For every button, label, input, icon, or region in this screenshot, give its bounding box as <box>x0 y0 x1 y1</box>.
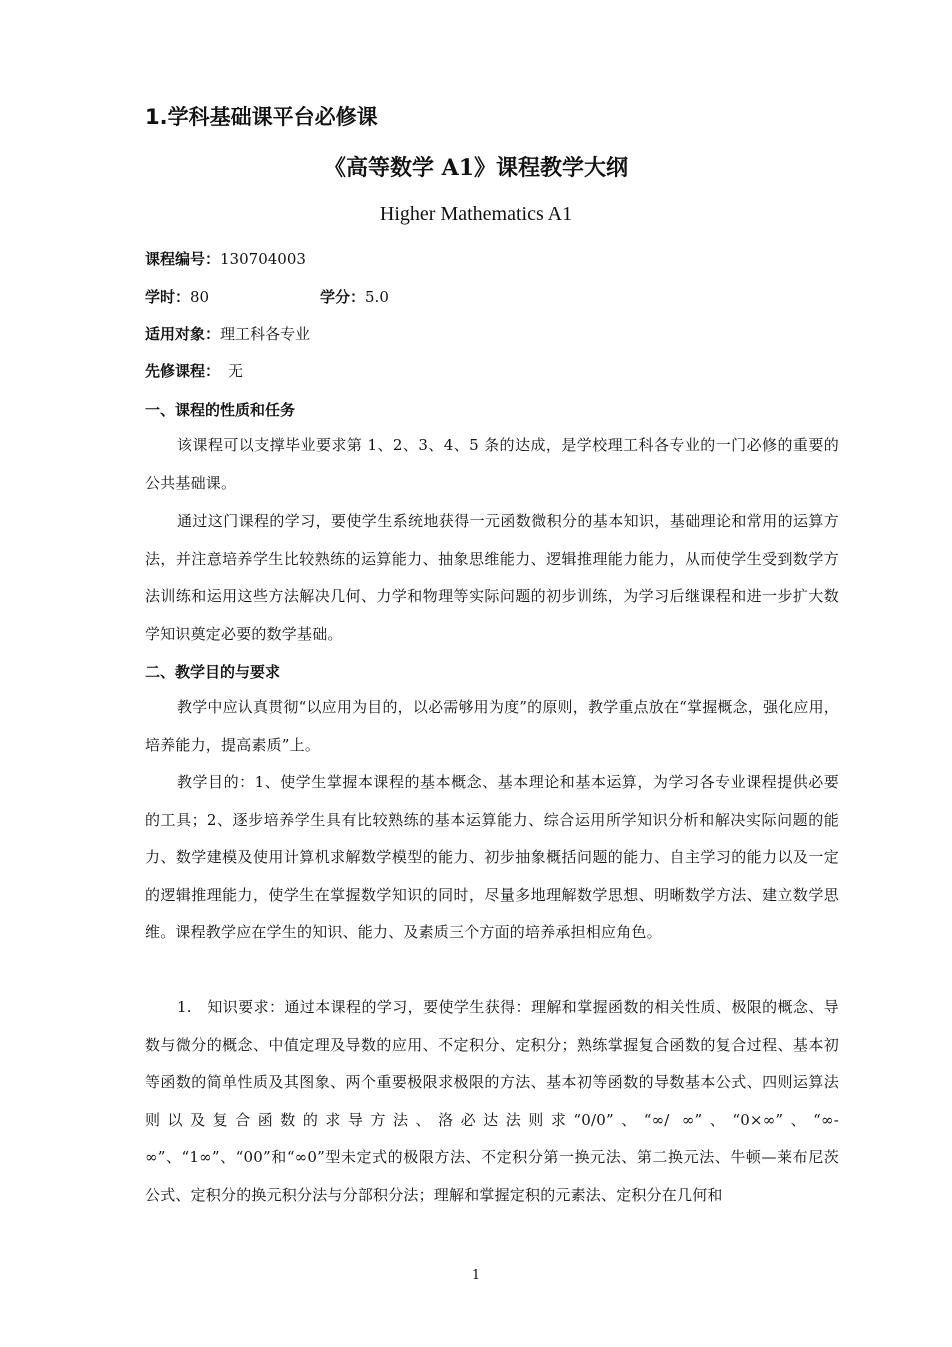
audience-value: 理工科各专业 <box>220 325 311 343</box>
hours-label: 学时： <box>145 288 191 306</box>
section-2-paragraph-3: 1. 知识要求：通过本课程的学习，要使学生获得：理解和掌握函数的相关性质、极限的概念、导数与微分的概念、中值定理及导数的应用、不定积分、定积分；熟练掌握复合函数的复合过程、基本初等函数的简单性质及其图象、两个重要极限求极限的方法、基本初等函数的导数基本公式、四则运算法则以及复合函数的求导方法、洛必达法则求“0/0”、“∞/ ∞”、“0×∞”、“∞-∞”、“1∞”、“00”和“∞0”型未定式的极限方法、不定积分第一换元法、第二换元法、牛顿—莱布尼茨公式、定积分的换元积分法与分部积分法；理解和掌握定积的元素法、定积分在几何和 <box>145 998 839 1204</box>
credits-label: 学分： <box>320 288 366 306</box>
credits-line <box>320 287 389 307</box>
course-code-value: 130704003 <box>220 250 306 268</box>
prereq-value: 无 <box>228 362 244 380</box>
document-subtitle: Higher Mathematics A1 <box>379 203 573 225</box>
prereq-label: 先修课程： <box>145 362 221 380</box>
hours-value: 80 <box>190 288 210 306</box>
course-code-line <box>145 249 306 269</box>
section-1-paragraph-2: 通过这门课程的学习，要使学生系统地获得一元函数微积分的基本知识，基础理论和常用的运算方法，并注意培养学生比较熟练的运算能力、抽象思维能力、逻辑推理能力能力，从而使学生受到数学方法训练和运用这些方法解决几何、力学和物理等实际问题的初步训练，为学习后继课程和进一步扩大数学知识奠定必要的数学基础。 <box>145 512 839 643</box>
audience-label: 适用对象： <box>145 325 221 343</box>
audience-line <box>145 324 310 344</box>
section-2-paragraph-1: 教学中应认真贯彻“以应用为目的，以必需够用为度”的原则，教学重点放在“掌握概念，强化应用，培养能力，提高素质”上。 <box>145 698 840 754</box>
hours-line <box>145 287 209 307</box>
section-1-paragraph-1: 该课程可以支撑毕业要求第 1、2、3、4、5 条的达成，是学校理工科各专业的一门必修的重要的公共基础课。 <box>145 436 839 492</box>
section-2-paragraph-2: 教学目的：1、使学生掌握本课程的基本概念、基本理论和基本运算，为学习各专业课程提供必要的工具；2、逐步培养学生具有比较熟练的基本运算能力、综合运用所学知识分析和解决实际问题的能力、数学建模及使用计算机求解数学模型的能力、初步抽象概括问题的能力、自主学习的能力以及一定的逻辑推理能力，使学生在掌握数学知识的同时，尽量多地理解数学思想、明晰数学方法、建立数学思维。课程教学应在学生的知识、能力、及素质三个方面的培养承担相应角色。 <box>145 773 839 942</box>
course-code-label: 课程编号： <box>145 250 221 268</box>
page-number: 1 <box>471 1268 481 1283</box>
section-2-heading: 二、教学目的与要求 <box>145 663 281 681</box>
document-title: 《高等数学 A1》课程教学大纲 <box>323 155 629 181</box>
credits-value: 5.0 <box>365 288 389 306</box>
prereq-line <box>145 361 243 381</box>
section-heading: 1.学科基础课平台必修课 <box>145 105 378 129</box>
section-1-heading: 一、课程的性质和任务 <box>145 401 296 419</box>
